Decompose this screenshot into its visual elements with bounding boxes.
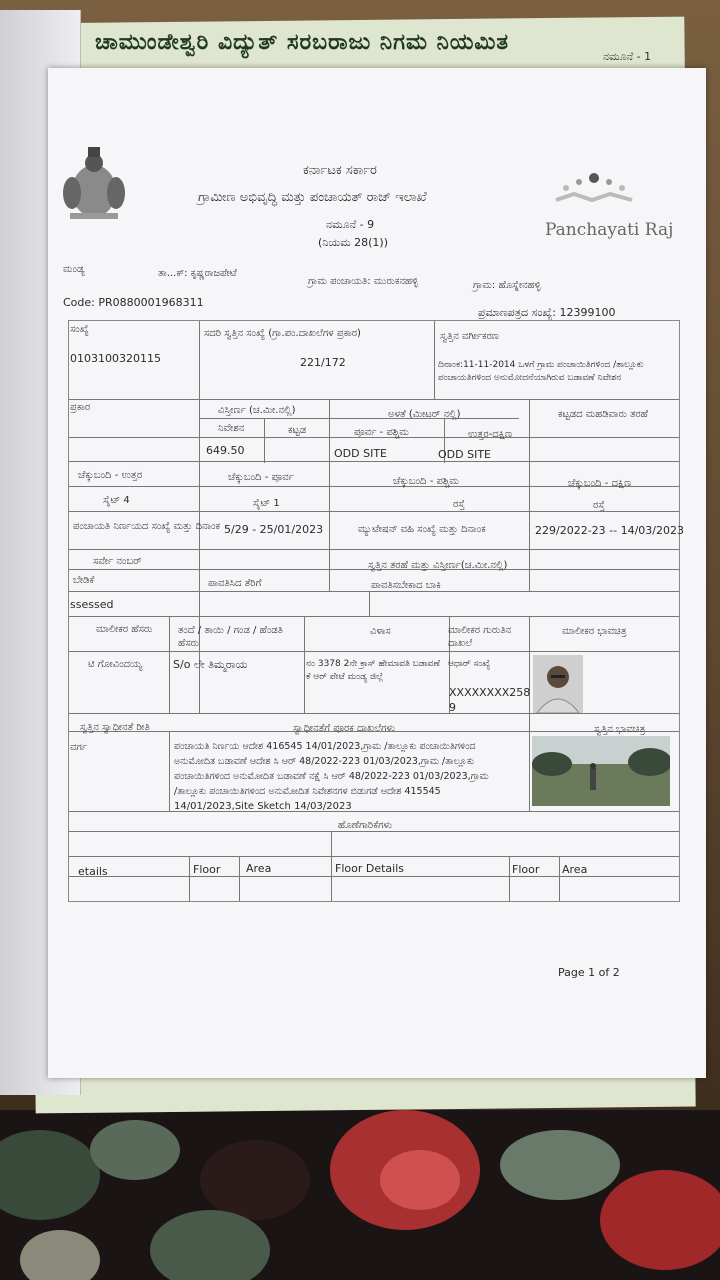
owner-name-label: ಮಾಲೀಕರ ಹೆಸರು (96, 624, 153, 635)
mutation-label: ಮ್ಯುಟೇಷನ್ ವಹಿ ಸಂಖ್ಯೆ ಮತ್ತು ದಿನಾಂಕ (358, 524, 486, 535)
owner-id-label: ಮಾಲೀಕರ ಗುರುತಿನ ದಾಖಲೆ (448, 625, 512, 649)
south-value: ರಸ್ತೆ (593, 500, 605, 511)
west-value: ರಸ್ತೆ (453, 499, 465, 510)
resolution-label: ಪಂಚಾಯತಿ ನಿರ್ಣಯದ ಸಂಖ್ಯೆ ಮತ್ತು ದಿನಾಂಕ (73, 521, 221, 532)
ew-value: ODD SITE (334, 447, 387, 460)
certificate-number: ಪ್ರಮಾಣಪತ್ರದ ಸಂಖ್ಯೆ: 12399100 (478, 306, 616, 319)
id-label: ಸಂಖ್ಯೆ (70, 324, 89, 335)
area-right: Area (562, 863, 588, 876)
acquisition-doc-line2: ಅನುಮೋದಿತ ಬಡಾವಣೆ ಆದೇಶ ಸಿ ಆರ್ 48/2022-223 01/03/2023,ಗ್ರಾಮ /ತಾಲ್ಲೂಕು (174, 756, 475, 767)
acquisition-doc-line1: ಪಂಚಾಯತಿ ನಿರ್ಣಯ ಆದೇಶ 416545 14/01/2023,ಗ್ರಾಮ /ತಾಲ್ಲೂಕು ಪಂಚಾಯಿತಿಗಳಿಂದ (174, 741, 476, 752)
survey-label: ಸರ್ವೇ ನಂಬರ್ (93, 556, 142, 567)
acquisition-mode-value: ವರ್ಗ (70, 742, 88, 753)
due-label: ಪಾವತಿಸಬೇಕಾದ ಬಾಕಿ (371, 580, 441, 591)
acquisition-doc-line5: 14/01/2023,Site Sketch 14/03/2023 (174, 801, 352, 812)
dept-title: ಗ್ರಾಮೀಣ ಅಭಿವೃದ್ಧಿ ಮತ್ತು ಪಂಚಾಯತ್ ರಾಜ್ ಇಲಾಖೆ (198, 190, 427, 205)
floor-details-left: etails (78, 865, 108, 878)
form-number: ನಮೂನೆ - 9 (326, 218, 375, 231)
south-label: ಚೆಕ್ಕುಬಂದಿ - ದಕ್ಷಿಣ (568, 478, 632, 489)
property-code: Code: PR0880001968311 (63, 296, 204, 309)
owner-photo-label: ಮಾಲೀಕರ ಭಾವಚಿತ್ರ (562, 626, 627, 637)
north-label: ಚೆಕ್ಕುಬಂದಿ - ಉತ್ತರ (78, 470, 143, 481)
extent-label: ವಿಸ್ತೀರ್ಣ (ಚ.ಮೀ.ನಲ್ಲಿ) (218, 405, 296, 416)
owner-id-type: ಆಧಾರ್ ಸಂಖ್ಯೆ (448, 659, 491, 669)
north-value: ಸೈಟ್ 4 (103, 495, 130, 506)
resolution-value: 5/29 - 25/01/2023 (224, 523, 324, 536)
class-value: ದಿನಾಂಕ:11-11-2014 ಒಳಗೆ ಗ್ರಾಮ ಪಂಚಾಯಿತಿಗಳಿಂದ /ತಾಲ್ಲೂಕು ಪಂಚಾಯತಿಗಳಿಂದ ಅನುಮೋದನೆಯಾಗಿರುವ ಬಡಾವಣೆ ನಿವೇಶನ (438, 360, 644, 383)
dims-label: ಅಳತೆ (ಮೀಟರ್ ನಲ್ಲಿ) (388, 409, 461, 420)
ns-value: ODD SITE (438, 448, 491, 461)
east-value: ಸೈಟ್ 1 (253, 498, 280, 509)
owner-id-value: XXXXXXXX258 (449, 686, 531, 699)
old-no-label: ಸದರಿ ಸ್ವತ್ತಿನ ಸಂಖ್ಯೆ (ಗ್ರಾ.ಪಂ.ದಾಖಲೆಗಳ ಪ್ರಕಾರ) (204, 328, 361, 339)
form-9-page (48, 68, 706, 1078)
taluk: ತಾ...ಕ್: ಕೃಷ್ಣರಾಜಪೇಟೆ (158, 268, 237, 279)
ew-label: ಪೂರ್ವ - ಪಶ್ಚಿಮ (354, 427, 409, 438)
ns-label: ಉತ್ತರ-ದಕ್ಷಿಣ (468, 429, 513, 440)
property-table (68, 320, 680, 902)
govt-title: ಕರ್ನಾಟಕ ಸರ್ಕಾರ (303, 163, 377, 178)
old-no-value: 221/172 (300, 356, 346, 369)
acquisition-doc-line3: ಪಂಚಾಯಿತಿಗಳಿಂದ ಅನುಮೋದಿತ ಬಡಾವಣೆ ನಕ್ಷೆ ಸಿ ಆರ್ 48/2022-223 01/03/2023,ಗ್ರಾಮ (174, 771, 489, 782)
back-form-tag: ನಮೂನೆ - 1 (603, 50, 652, 63)
owner-photo (533, 655, 583, 713)
site-value: 649.50 (206, 444, 245, 457)
owner-father: S/o ಲೇ ತಿಮ್ಮರಾಯ (173, 658, 248, 671)
karnataka-emblem-icon (58, 141, 130, 227)
owner-extent-label: ಸ್ವತ್ತಿನ ತರಹೆ ಮತ್ತು ವಿಸ್ತೀರ್ಣ(ಚ.ಮೀ.ನಲ್ಲಿ) (368, 560, 508, 571)
panchayati-raj-text: Panchayati Raj (545, 220, 674, 240)
assessed-text: ssessed (70, 598, 114, 611)
west-label: ಚೆಕ್ಕುಬಂದಿ - ಪಶ್ಚಿಮ (393, 476, 459, 487)
property-photo (532, 736, 670, 806)
mutation-value: 229/2022-23 -- 14/03/2023 (535, 524, 684, 537)
gram-panchayat: ಗ್ರಾಮ ಪಂಚಾಯತಿ: ಮುರುಕನಹಳ್ಳಿ (308, 276, 419, 287)
floor-label: ಕಟ್ಟಡದ ಮಹಡಿವಾರು ತರಹೆ (558, 409, 649, 420)
acquisition-docs-label: ಸ್ವಾಧೀನತೆಗೆ ಪೂರಕ ದಾಖಲೆಗಳು (293, 723, 396, 734)
paid-label: ಪಾವತಿಸಿದ ತೆರಿಗೆ (208, 578, 262, 589)
floor-details-right: Floor Details (335, 862, 404, 875)
id-value: 0103100320115 (70, 352, 161, 365)
floor-right: Floor (512, 863, 540, 876)
liabilities-label: ಹೊಣೆಗಾರಿಕೆಗಳು (338, 820, 393, 831)
acquisition-photo-label: ಸ್ವತ್ತಿನ ಭಾವಚಿತ್ರ (594, 724, 646, 735)
area-left: Area (246, 862, 272, 875)
owner-father-label: ತಂದೆ / ತಾಯಿ / ಗಂಡ / ಹೆಂಡತಿ ಹೆಸರು (178, 625, 283, 649)
site-label: ನಿವೇಶನ (218, 423, 245, 434)
district: ಮಂಡ್ಯ (63, 264, 85, 275)
owner-name: ಟಿ ಗೋವಿಂದಯ್ಯ (88, 659, 143, 670)
back-form-heading: ಚಾಮುಂಡೇಶ್ವರಿ ವಿದ್ಯುತ್ ಸರಬರಾಜು ನಿಗಮ ನಿಯಮಿತ (95, 30, 510, 55)
owner-address: ನಂ 3378 2ನೇ ಕ್ರಾಸ್ ಹೇಮಾವತಿ ಬಡಾವಣೆ ಕೆ ಆರ್ ಪೇಟೆ ಮಂಡ್ಯ ಜಿಲ್ಲೆ (306, 659, 441, 682)
acquisition-doc-line4: /ತಾಲ್ಲೂಕು ಪಂಚಾಯಿತಿಗಳಿಂದ ಅನುಮೋದಿತ ನಿವೇಶನಗಳ ಬಿಡುಗಡೆ ಆದೇಶ 415545 (174, 786, 441, 797)
floor-left: Floor (193, 863, 221, 876)
rule-number: (ನಿಯಮ 28(1)) (318, 236, 389, 249)
page-number: Page 1 of 2 (558, 966, 620, 979)
acquisition-mode-label: ಸ್ವತ್ತಿನ ಸ್ವಾಧೀನತೆ ರೀತಿ (80, 722, 150, 733)
village: ಗ್ರಾಮ: ಹೊಸ್ನೇನಹಳ್ಳಿ (473, 280, 541, 291)
class-label: ಸ್ವತ್ತಿನ ವರ್ಗೀಕರಣ (440, 331, 499, 342)
owner-address-label: ವಿಳಾಸ (370, 626, 391, 637)
demand-label: ಬೇಡಿಕೆ (73, 575, 95, 586)
east-label: ಚೆಕ್ಕುಬಂದಿ - ಪೂರ್ವ (228, 472, 294, 483)
type-label: ಪ್ರಕಾರ (70, 402, 91, 413)
patterned-cloth (0, 1110, 720, 1280)
building-label: ಕಟ್ಟಡ (288, 425, 307, 436)
owner-id-value2: 9 (449, 701, 456, 714)
